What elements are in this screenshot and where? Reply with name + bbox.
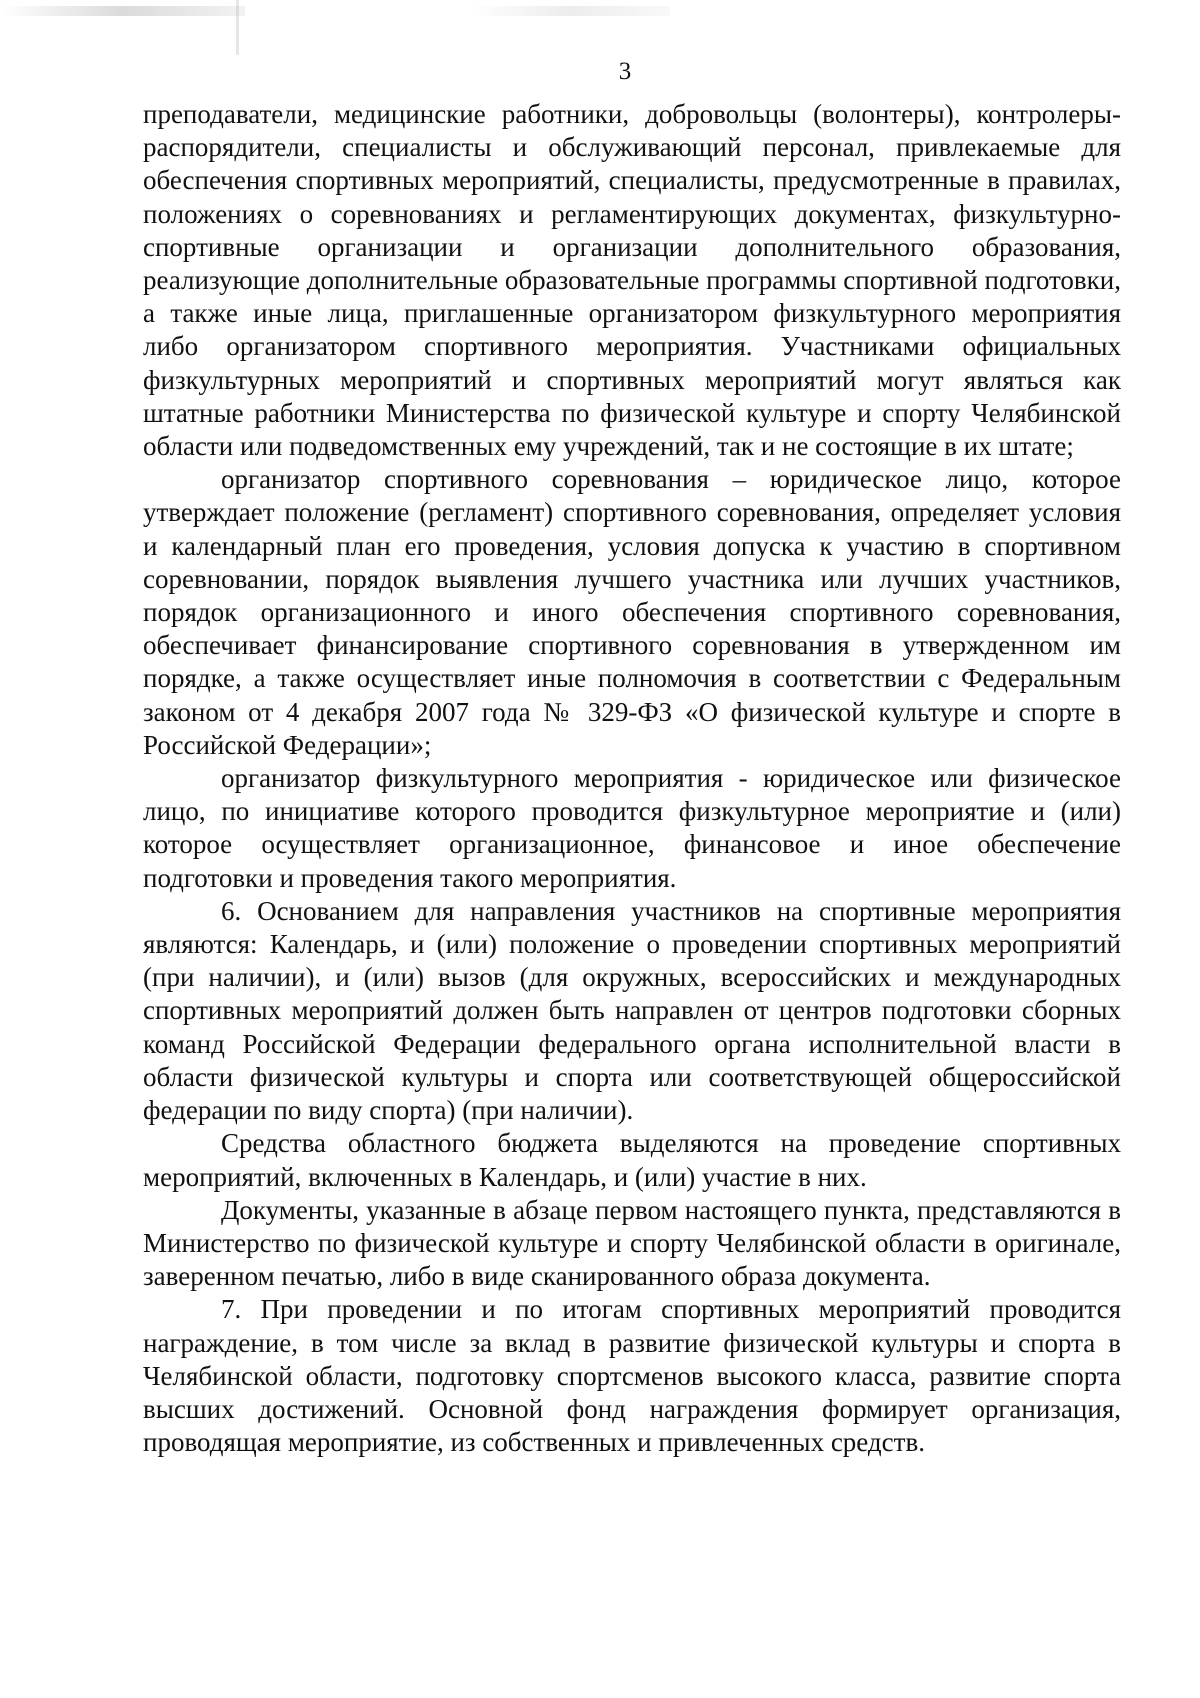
paragraph-budget-funds: Средства областного бюджета выделяются на проведение спортивных мероприятий, включенных в Календарь, и (или) участие в них. <box>143 1128 1121 1192</box>
paragraph-participants: преподаватели, медицинские работники, добровольцы (волонтеры), контролеры-распорядители, специалисты и обслуживающий персонал, привлекаемые для обеспечения спортивных мероприятий, специалисты, предусмотренные в правилах, положениях о соревнованиях и регламентирующих документах, физкультурно-спортивные организации и организации дополнительного образования, реализующие дополнительные образовательные программы спортивной подготовки, а также иные лица, приглашенные организатором физкультурного мероприятия либо организатором спортивного мероприятия. Участниками официальных физкультурных мероприятий и спортивных мероприятий могут являться как штатные работники Министерства по физической культуре и спорту Челябинской области или подведомственных ему учреждений, так и не состоящие в их штате; <box>143 99 1121 462</box>
paragraph-item-6: 6. Основанием для направления участников на спортивные мероприятия являются: Календарь, и (или) положение о проведении спортивных мероприятий (при наличии), и (или) вызов (для окружных, всероссийских и международных спортивных мероприятий должен быть направлен от центров подготовки сборных команд Российской Федерации федерального органа исполнительной власти в области физической культуры и спорта или соответствующей общероссийской федерации по виду спорта) (при наличии). <box>143 895 1121 1126</box>
paragraph-documents: Документы, указанные в абзаце первом настоящего пункта, представляются в Министерство по физической культуре и спорту Челябинской области в оригинале, заверенном печатью, либо в виде сканированного образа документа. <box>143 1194 1121 1292</box>
paragraph-item-7: 7. При проведении и по итогам спортивных мероприятий проводится награждение, в том числе за вклад в развитие физической культуры и спорта в Челябинской области, подготовку спортсменов высокого класса, развитие спорта высших достижений. Основной фонд награждения формирует организация, проводящая мероприятие, из собственных и привлеченных средств. <box>143 1294 1121 1458</box>
paragraph-competition-organizer: организатор спортивного соревнования – юридическое лицо, которое утверждает положение (регламент) спортивного соревнования, определяет условия и календарный план его проведения, условия допуска к участию в спортивном соревновании, порядок выявления лучшего участника или лучших участников, порядок организационного и иного обеспечения спортивного соревнования, обеспечивает финансирование спортивного соревнования в утвержденном им порядке, а также осуществляет иные полномочия в соответствии с Федеральным законом от 4 декабря 2007 года № 329-ФЗ «О физической культуре и спорте в Российской Федерации»; <box>143 464 1121 760</box>
scan-artifact <box>0 6 245 16</box>
paragraph-event-organizer: организатор физкультурного мероприятия - юридическое или физическое лицо, по инициативе которого проводится физкультурное мероприятие и (или) которое осуществляет организационное, финансовое и иное обеспечение подготовки и проведения такого мероприятия. <box>143 763 1121 893</box>
page-number: 3 <box>618 58 632 85</box>
scan-artifact <box>470 6 670 16</box>
document-body <box>143 98 1121 1459</box>
scan-artifact <box>236 0 239 55</box>
